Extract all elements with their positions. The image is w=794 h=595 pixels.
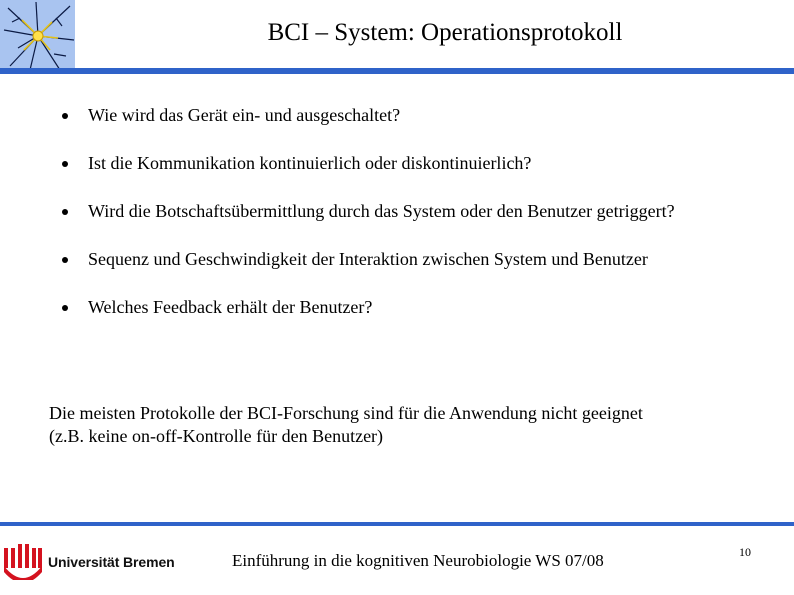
course-footer: Einführung in die kognitiven Neurobiologie WS 07/08: [232, 551, 604, 570]
question-list: [62, 104, 675, 344]
slide-title: BCI – System: Operationsprotokoll: [267, 19, 623, 46]
top-divider: [0, 68, 794, 74]
list-item: Wie wird das Gerät ein- und ausgeschaltet?: [62, 104, 675, 152]
note-line-2: (z.B. keine on-off-Kontrolle für den Benutzer): [49, 426, 384, 446]
page-number: 10: [739, 545, 751, 559]
list-item: Sequenz und Geschwindigkeit der Interaktion zwischen System und Benutzer: [62, 248, 675, 296]
list-item: Wird die Botschaftsübermittlung durch das System oder den Benutzer getriggert?: [62, 200, 675, 248]
conclusion-note: [49, 402, 769, 448]
university-logo: [4, 544, 175, 580]
university-emblem-icon: [4, 544, 42, 580]
list-item: Ist die Kommunikation kontinuierlich oder diskontinuierlich?: [62, 152, 675, 200]
note-line-1: Die meisten Protokolle der BCI-Forschung sind für die Anwendung nicht geeignet: [49, 403, 643, 423]
bottom-divider: [0, 522, 794, 526]
list-item: Welches Feedback erhält der Benutzer?: [62, 296, 675, 344]
university-name: Universität Bremen: [48, 554, 175, 570]
neuron-image: [0, 0, 75, 72]
